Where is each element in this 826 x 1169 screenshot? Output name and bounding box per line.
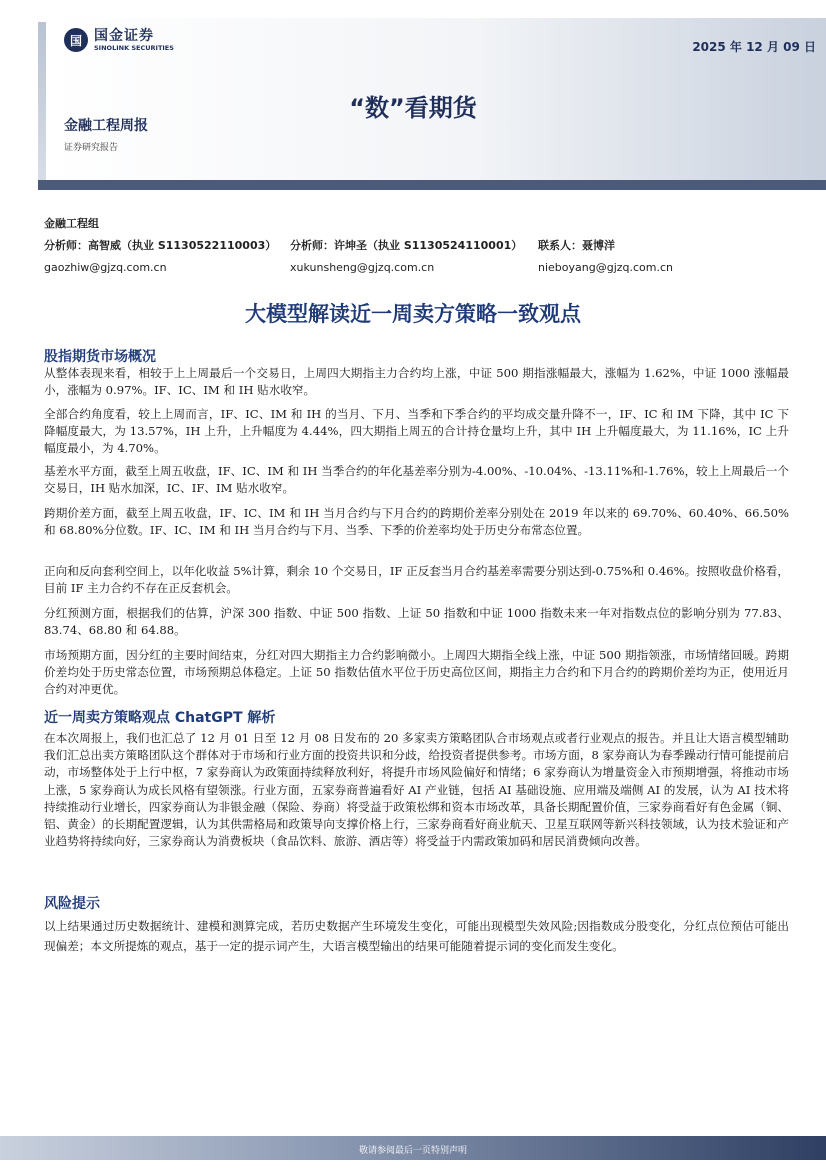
series-title: “数”看期货: [349, 94, 477, 122]
section-heading-risk: 风险提示: [44, 896, 100, 912]
analyst-email[interactable]: nieboyang@gjzq.com.cn: [538, 261, 674, 274]
section-heading-market-overview: 股指期货市场概况: [44, 349, 156, 365]
analyst-1: [44, 237, 277, 274]
team-name: 金融工程组: [44, 217, 99, 230]
analyst-email[interactable]: xukunsheng@gjzq.com.cn: [290, 261, 435, 274]
logo-name-en: SINOLINK SECURITIES: [94, 43, 174, 52]
logo-icon: 国: [64, 28, 88, 52]
paragraph: 全部合约角度看，较上上周而言，IF、IC、IM 和 IH 的当月、下月、当季和下季合约的平均成交量升降不一，IF、IC 和 IM 下降，其中 IC 下降幅度最大，为 13.57%，IH 上升，上升幅度为 4.44%，四大期指上周五的合计持仓量均上升，其中 IH 上升幅度最大，为 11.16%，IC 上升幅度最小，为 4.70%。: [44, 407, 789, 456]
logo: [64, 28, 174, 52]
report-title: 大模型解读近一周卖方策略一致观点: [245, 302, 581, 326]
analyst-email[interactable]: gaozhiw@gjzq.com.cn: [44, 261, 167, 274]
paragraph: 在本次周报上，我们也汇总了 12 月 01 日至 12 月 08 日发布的 20 多家卖方策略团队合市场观点或者行业观点的报告。并且让大语言模型辅助我们汇总出卖方策略团队这个群体对于市场和行业方面的投资共识和分歧，给投资者提供参考。市场方面，8 家券商认为春季躁动行情可能提前启动，市场整体处于上行中枢，7 家券商认为政策面持续释放利好，将提升市场风险偏好和情绪；6 家券商认为增量资金入市预期增强，将推动市场上涨，5 家券商认为成长风格有望领涨。行业方面，五家券商普遍看好 AI 产业链，包括 AI 基础设施、应用端及端侧 AI 的发展，认为 AI 技术将持续推动行业增长，四家券商认为非银金融（保险、券商）将受益于政策松绑和资本市场改革，具备长期配置价值，三家券商看好有色金属（铜、铝、黄金）的长期配置逻辑，认为其供需格局和政策导向支撑价格上行，三家券商看好商业航天、卫星互联网等新兴科技领域，认为技术验证和产业趋势将持续向好，三家券商认为消费板块（食品饮料、旅游、酒店等）将受益于内需政策加码和居民消费倾向改善。: [44, 731, 789, 849]
analyst-list: [44, 237, 804, 277]
report-series-name: 金融工程周报: [64, 118, 148, 134]
header-divider: [38, 180, 826, 190]
footer-disclaimer: 敬请参阅最后一页特别声明: [358, 1146, 467, 1156]
paragraph: 基差水平方面，截至上周五收盘，IF、IC、IM 和 IH 当季合约的年化基差率分别为-4.00%、-10.04%、-13.11%和-1.76%，较上上周最后一个交易日，IH 贴水加深，IC、IF、IM 贴水收窄。: [44, 464, 789, 496]
section-heading-strategy-views: 近一周卖方策略观点 ChatGPT 解析: [44, 710, 276, 726]
report-date: 2025 年 12 月 09 日: [692, 40, 816, 54]
report-type: 证券研究报告: [64, 143, 119, 153]
paragraph: 从整体表现来看，相较于上上周最后一个交易日，上周四大期指主力合约均上涨，中证 500 期指涨幅最大，涨幅为 1.62%，中证 1000 涨幅最小，涨幅为 0.97%。IF、IC、IM 和 IH 贴水收窄。: [44, 366, 789, 398]
analyst-label: 分析师：高智威（执业 S1130522110003）: [44, 239, 277, 252]
analyst-3: [538, 237, 674, 274]
paragraph: 跨期价差方面，截至上周五收盘，IF、IC、IM 和 IH 当月合约与下月合约的跨期价差率分别处在 2019 年以来的 69.70%、60.40%、66.50%和 68.80%分位数。IF、IC、IM 和 IH 当月合约与下月、当季、下季的价差率均处于历史分布常态位置。: [44, 506, 789, 538]
logo-name-cn: 国金证券: [94, 27, 154, 44]
analyst-2: [290, 237, 523, 274]
paragraph: 市场预期方面，因分红的主要时间结束，分红对四大期指主力合约影响微小。上周四大期指全线上涨，中证 500 期指领涨，市场情绪回暖。跨期价差均处于历史常态位置，市场预期总体稳定。上证 50 指数估值水平位于历史高位区间，期指主力合约和下月合约的跨期价差均为正，使用近月合约对冲更优。: [44, 648, 789, 697]
analyst-label: 分析师：许坤圣（执业 S1130524110001）: [290, 239, 523, 252]
paragraph: 分红预测方面，根据我们的估算，沪深 300 指数、中证 500 指数、上证 50 指数和中证 1000 指数未来一年对指数点位的影响分别为 77.83、83.74、68.80 和 64.88。: [44, 606, 789, 638]
analyst-label: 联系人：聂博洋: [538, 239, 615, 252]
paragraph: 正向和反向套利空间上，以年化收益 5%计算，剩余 10 个交易日，IF 正反套当月合约基差率需要分别达到-0.75%和 0.46%。按照收盘价格看，目前 IF 主力合约不存在正反套机会。: [44, 564, 789, 596]
paragraph: 以上结果通过历史数据统计、建模和测算完成，若历史数据产生环境发生变化，可能出现模型失效风险;因指数成分股变化，分红点位预估可能出现偏差；本文所提炼的观点，基于一定的提示词产生，大语言模型输出的结果可能随着提示词的变化而发生变化。: [44, 919, 789, 953]
